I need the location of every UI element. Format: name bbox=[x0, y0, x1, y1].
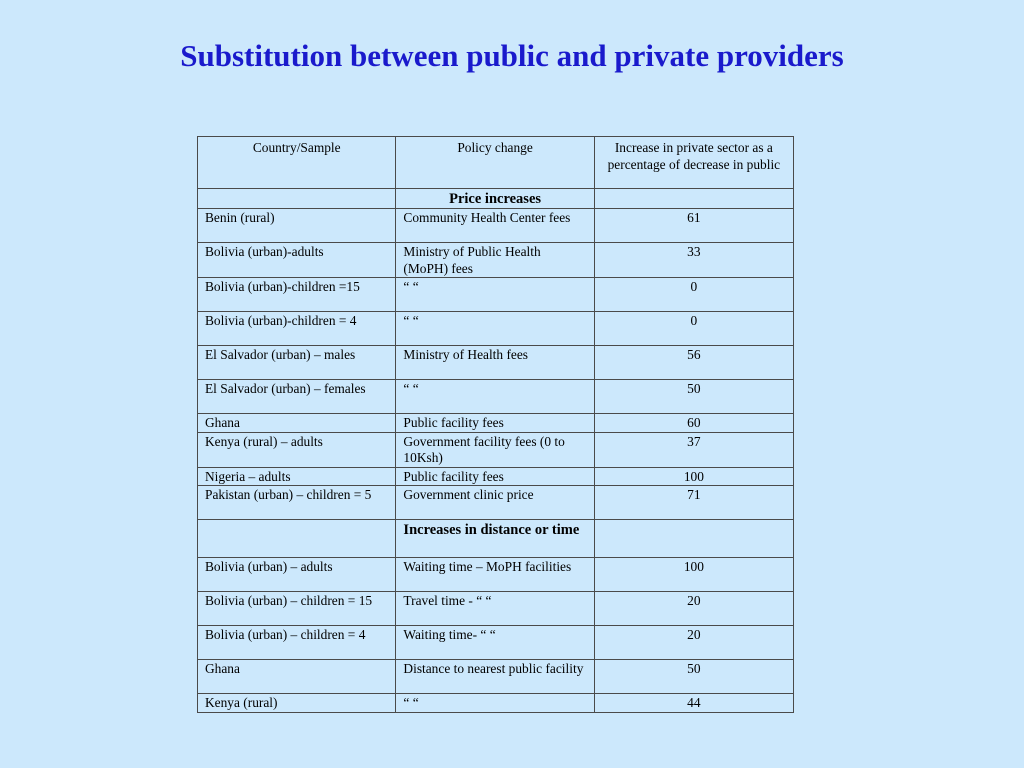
value-cell: 37 bbox=[594, 432, 793, 467]
value-cell: 100 bbox=[594, 467, 793, 486]
country-cell: Kenya (rural) bbox=[198, 694, 396, 713]
policy-cell: Waiting time- “ “ bbox=[396, 626, 594, 660]
table-row bbox=[198, 626, 794, 660]
section-row-price-increases bbox=[198, 189, 794, 209]
value-cell: 0 bbox=[594, 278, 793, 312]
table-row bbox=[198, 380, 794, 414]
table-row bbox=[198, 432, 794, 467]
slide-title: Substitution between public and private providers bbox=[180, 38, 844, 73]
table-row bbox=[198, 278, 794, 312]
table-row bbox=[198, 312, 794, 346]
header-country-sample: Country/Sample bbox=[198, 137, 396, 189]
country-cell: Bolivia (urban)-adults bbox=[198, 243, 396, 278]
policy-cell: Waiting time – MoPH facilities bbox=[396, 558, 594, 592]
table-row bbox=[198, 486, 794, 520]
policy-cell: Distance to nearest public facility bbox=[396, 660, 594, 694]
country-cell: Ghana bbox=[198, 660, 396, 694]
table-row bbox=[198, 209, 794, 243]
country-cell: Bolivia (urban) – children = 4 bbox=[198, 626, 396, 660]
value-cell: 60 bbox=[594, 414, 793, 433]
country-cell: Pakistan (urban) – children = 5 bbox=[198, 486, 396, 520]
policy-cell: Ministry of Health fees bbox=[396, 346, 594, 380]
policy-cell: Government clinic price bbox=[396, 486, 594, 520]
country-cell: Bolivia (urban)-children =15 bbox=[198, 278, 396, 312]
policy-cell: Government facility fees (0 to 10Ksh) bbox=[396, 432, 594, 467]
country-cell: Benin (rural) bbox=[198, 209, 396, 243]
value-cell: 56 bbox=[594, 346, 793, 380]
value-cell: 71 bbox=[594, 486, 793, 520]
country-cell: Nigeria – adults bbox=[198, 467, 396, 486]
policy-cell: “ “ bbox=[396, 380, 594, 414]
country-cell: Bolivia (urban) – adults bbox=[198, 558, 396, 592]
value-cell: 33 bbox=[594, 243, 793, 278]
table-header-row bbox=[198, 137, 794, 189]
value-cell: 20 bbox=[594, 626, 793, 660]
table-row bbox=[198, 660, 794, 694]
country-cell: El Salvador (urban) – females bbox=[198, 380, 396, 414]
section-row-distance-time bbox=[198, 520, 794, 558]
table-row bbox=[198, 414, 794, 433]
policy-cell: “ “ bbox=[396, 278, 594, 312]
country-cell: Ghana bbox=[198, 414, 396, 433]
country-cell: Bolivia (urban)-children = 4 bbox=[198, 312, 396, 346]
country-cell: El Salvador (urban) – males bbox=[198, 346, 396, 380]
policy-cell: Travel time - “ “ bbox=[396, 592, 594, 626]
value-cell: 100 bbox=[594, 558, 793, 592]
value-cell: 0 bbox=[594, 312, 793, 346]
table-row bbox=[198, 694, 794, 713]
value-cell: 61 bbox=[594, 209, 793, 243]
table-row bbox=[198, 558, 794, 592]
policy-cell: “ “ bbox=[396, 312, 594, 346]
country-cell: Kenya (rural) – adults bbox=[198, 432, 396, 467]
section-label: Increases in distance or time bbox=[403, 522, 580, 538]
policy-cell: Public facility fees bbox=[396, 467, 594, 486]
policy-cell: Public facility fees bbox=[396, 414, 594, 433]
table-row bbox=[198, 592, 794, 626]
table-row bbox=[198, 467, 794, 486]
header-increase-private: Increase in private sector as a percentage of decrease in public bbox=[594, 137, 793, 189]
value-cell: 50 bbox=[594, 660, 793, 694]
policy-cell: “ “ bbox=[396, 694, 594, 713]
substitution-table bbox=[197, 136, 794, 713]
value-cell: 44 bbox=[594, 694, 793, 713]
header-policy-change: Policy change bbox=[396, 137, 594, 189]
value-cell: 20 bbox=[594, 592, 793, 626]
policy-cell: Community Health Center fees bbox=[396, 209, 594, 243]
value-cell: 50 bbox=[594, 380, 793, 414]
policy-cell: Ministry of Public Health (MoPH) fees bbox=[396, 243, 594, 278]
section-label: Price increases bbox=[449, 191, 542, 207]
country-cell: Bolivia (urban) – children = 15 bbox=[198, 592, 396, 626]
table-row bbox=[198, 346, 794, 380]
table-row bbox=[198, 243, 794, 278]
